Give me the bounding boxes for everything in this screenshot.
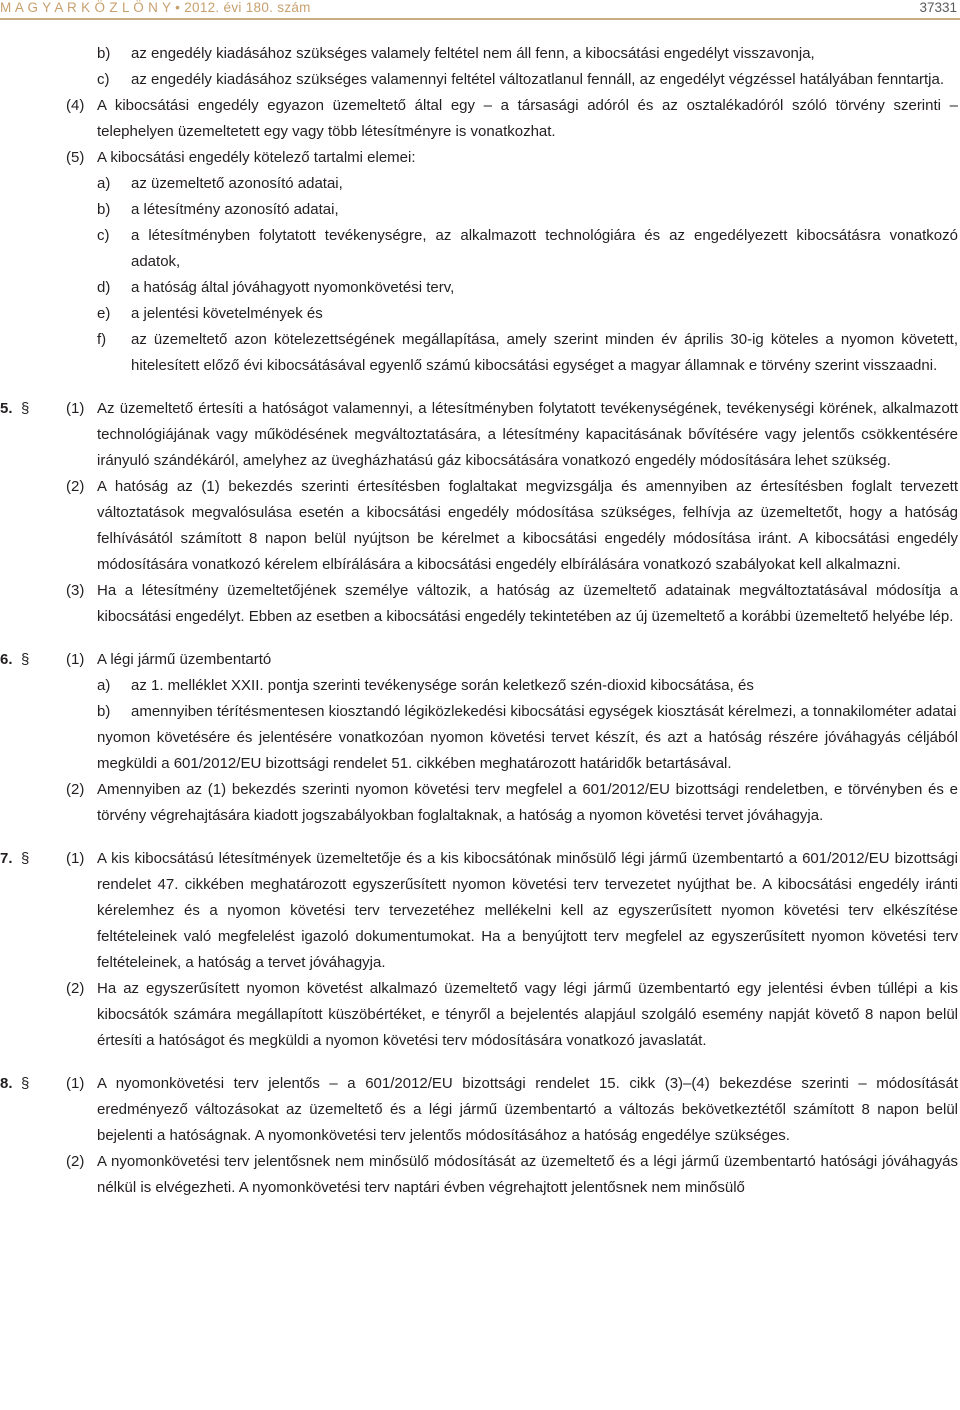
list-item xyxy=(0,67,958,93)
paragraph-text: A nyomonkövetési terv jelentős – a 601/2012/EU bizottsági rendelet 15. cikk (3)–(4) bekezdése szerinti – módosítását eredményező változásokat az üzemeltető és a légi jármű üzembentartó a változás bekövetkeztétől számított 8 napon belül bejelenti a hatóságnak. A nyomonkövetési terv jelentős módosításához a hatóság engedélye szükséges. xyxy=(97,1075,958,1144)
item-label: c) xyxy=(97,227,110,244)
section-7 xyxy=(0,846,958,976)
item-text: az engedély kiadásához szükséges valamely feltétel nem áll fenn, a kibocsátási engedélyt visszavonja, xyxy=(131,45,815,62)
paragraph xyxy=(0,976,958,1054)
item-label: d) xyxy=(97,279,111,296)
list-item xyxy=(0,699,958,725)
paragraph-label: (1) xyxy=(66,850,85,867)
journal-title: M A G Y A R K Ö Z L Ö N Y • 2012. évi 180. szám xyxy=(0,0,311,15)
item-text: az 1. melléklet XXII. pontja szerinti tevékenysége során keletkező szén-dioxid kibocsátása, és xyxy=(131,677,754,694)
page-header xyxy=(0,0,960,18)
section-sign: § xyxy=(21,1075,30,1092)
item-label: b) xyxy=(97,45,111,62)
list-item xyxy=(0,197,958,223)
paragraph-label: (2) xyxy=(66,980,85,997)
paragraph-label: (2) xyxy=(66,781,85,798)
list-item xyxy=(0,301,958,327)
paragraph-text: A kis kibocsátású létesítmények üzemeltetője és a kis kibocsátónak minősülő légi jármű üzembentartó a 601/2012/EU bizottsági rendelet 47. cikkében meghatározott egyszerűsített nyomon követési terv tervezetet nyújthat be. A kibocsátási engedély iránti kérelemhez és a nyomon követési terv tervezetéhez mellékelni kell az egyszerűsített nyomon követési terv elkészítése feltételeinek való megfelelést igazoló dokumentumokat. Ha a benyújtott terv megfelel az egyszerűsített nyomon követési terv feltételeinek, a hatóság a tervet jóváhagyja. xyxy=(97,850,958,971)
page-number: 37331 xyxy=(919,0,957,15)
paragraph xyxy=(0,725,958,777)
item-label: a) xyxy=(97,677,111,694)
document-body xyxy=(0,41,958,1201)
item-label: e) xyxy=(97,305,111,322)
section-5 xyxy=(0,396,958,474)
paragraph xyxy=(0,145,958,171)
paragraph-text: A kibocsátási engedély egyazon üzemeltető által egy – a társasági adóról és az osztalékadóról szóló törvény szerinti – telephelyen üzemeltetett egy vagy több létesítményre is vonatkozhat. xyxy=(97,97,958,140)
section-sign: § xyxy=(21,400,30,417)
item-label: b) xyxy=(97,201,111,218)
list-item xyxy=(0,171,958,197)
list-item xyxy=(0,275,958,301)
paragraph-text: Az üzemeltető értesíti a hatóságot valamennyi, a létesítményben folytatott tevékenységének, tevékenységi körének, alkalmazott technológiájának vagy működésének megváltoztatására, a létesítmény kapacitásának bővítésére vagy jelentős csökkentésére irányuló szándékáról, amelyhez az üvegházhatású gáz kibocsátására vonatkozó engedély módosítására lehet szükség. xyxy=(97,400,958,469)
list-item xyxy=(0,673,958,699)
item-label: a) xyxy=(97,175,111,192)
section-number: 7. xyxy=(0,850,13,867)
item-text: amennyiben térítésmentesen kiosztandó légiközlekedési kibocsátási egységek kiosztását kérelmezi, a tonnakilométer adatai xyxy=(131,703,957,720)
list-item xyxy=(0,327,958,379)
list-item xyxy=(0,223,958,275)
paragraph-text: A nyomonkövetési terv jelentősnek nem minősülő módosítását az üzemeltető és a légi jármű üzembentartó hatósági jóváhagyás nélkül is elvégezheti. A nyomonkövetési terv naptári évben végrehajtott jelentősnek nem minősülő xyxy=(97,1153,958,1196)
section-number: 8. xyxy=(0,1075,13,1092)
paragraph-text: Ha a létesítmény üzemeltetőjének személye változik, a hatóság az üzemeltető adatainak megváltoztatásával módosítja a kibocsátási engedélyt. Ebben az esetben a kibocsátási engedély tekintetében az új üzemeltető a korábbi üzemeltető helyébe lép. xyxy=(97,582,958,625)
section-sign: § xyxy=(21,850,30,867)
item-label: c) xyxy=(97,71,110,88)
section-number: 5. xyxy=(0,400,13,417)
paragraph xyxy=(0,1149,958,1201)
item-text: a hatóság által jóváhagyott nyomonkövetési terv, xyxy=(131,279,455,296)
paragraph-text: nyomon követésére és jelentésére vonatkozóan nyomon követési tervet készít, és azt a hatóság részére jóváhagyás céljából megküldi a 601/2012/EU bizottsági rendelet 51. cikkében meghatározott határidők betartásával. xyxy=(97,729,958,772)
section-8 xyxy=(0,1071,958,1149)
paragraph xyxy=(0,777,958,829)
paragraph-label: (3) xyxy=(66,582,85,599)
item-label: f) xyxy=(97,331,107,348)
paragraph-label: (2) xyxy=(66,1153,85,1170)
list-item xyxy=(0,41,958,67)
paragraph-label: (5) xyxy=(66,149,85,166)
paragraph-text: A hatóság az (1) bekezdés szerinti értesítésben foglaltakat megvizsgálja és amennyiben az értesítésben foglalt tervezett változtatások megvalósulása esetén a kibocsátási engedély módosítása szükséges, felhívja az üzemeltetőt, hogy a hatóság felhívásától számított 8 napon belül nyújtson be kérelmet a kibocsátási engedély módosítása iránt. A kibocsátási engedély módosítására vonatkozó kérelem elbírálására a kibocsátási engedély elbírálására vonatkozó szabályokat kell alkalmazni. xyxy=(97,478,958,573)
item-text: az engedély kiadásához szükséges valamennyi feltétel változatlanul fennáll, az engedélyt végzéssel hatályában fenntartja. xyxy=(131,71,945,88)
paragraph-label: (1) xyxy=(66,651,85,668)
header-rule xyxy=(0,18,960,20)
section-sign: § xyxy=(21,651,30,668)
paragraph-text: A kibocsátási engedély kötelező tartalmi elemei: xyxy=(97,149,416,166)
item-label: b) xyxy=(97,703,111,720)
item-text: a létesítményben folytatott tevékenységre, az alkalmazott technológiára és az engedélyezett kibocsátásra vonatkozó adatok, xyxy=(131,227,958,270)
paragraph-text: Ha az egyszerűsített nyomon követést alkalmazó üzemeltető vagy légi jármű üzembentartó egy jelentési évben túllépi a kis kibocsátók számára megállapított küszöbértéket, e tényről a bejelentés alapjául szolgáló esemény napját követő 8 napon belül értesíti a hatóságot és megküldi a nyomon követési terv módosítására vonatkozó javaslatát. xyxy=(97,980,958,1049)
paragraph-text: A légi jármű üzembentartó xyxy=(97,651,272,668)
paragraph-label: (1) xyxy=(66,400,85,417)
paragraph-text: Amennyiben az (1) bekezdés szerinti nyomon követési terv megfelel a 601/2012/EU bizottsági rendeletben, e törvényben és e törvény végrehajtására kiadott jogszabályokban foglaltaknak, a hatóság a nyomon követési tervet jóváhagyja. xyxy=(97,781,958,824)
paragraph-label: (2) xyxy=(66,478,85,495)
section-6 xyxy=(0,647,958,673)
paragraph xyxy=(0,578,958,630)
paragraph xyxy=(0,474,958,578)
item-text: az üzemeltető azon kötelezettségének megállapítása, amely szerint minden év április 30-ig köteles a nyomon követett, hitelesített előző évi kibocsátásával egyenlő számú kibocsátási egységet a magyar államnak e törvény szerint visszaadni. xyxy=(131,331,958,374)
item-text: a létesítmény azonosító adatai, xyxy=(131,201,339,218)
item-text: az üzemeltető azonosító adatai, xyxy=(131,175,343,192)
paragraph-label: (4) xyxy=(66,97,85,114)
paragraph xyxy=(0,93,958,145)
item-text: a jelentési követelmények és xyxy=(131,305,323,322)
section-number: 6. xyxy=(0,651,13,668)
paragraph-label: (1) xyxy=(66,1075,85,1092)
